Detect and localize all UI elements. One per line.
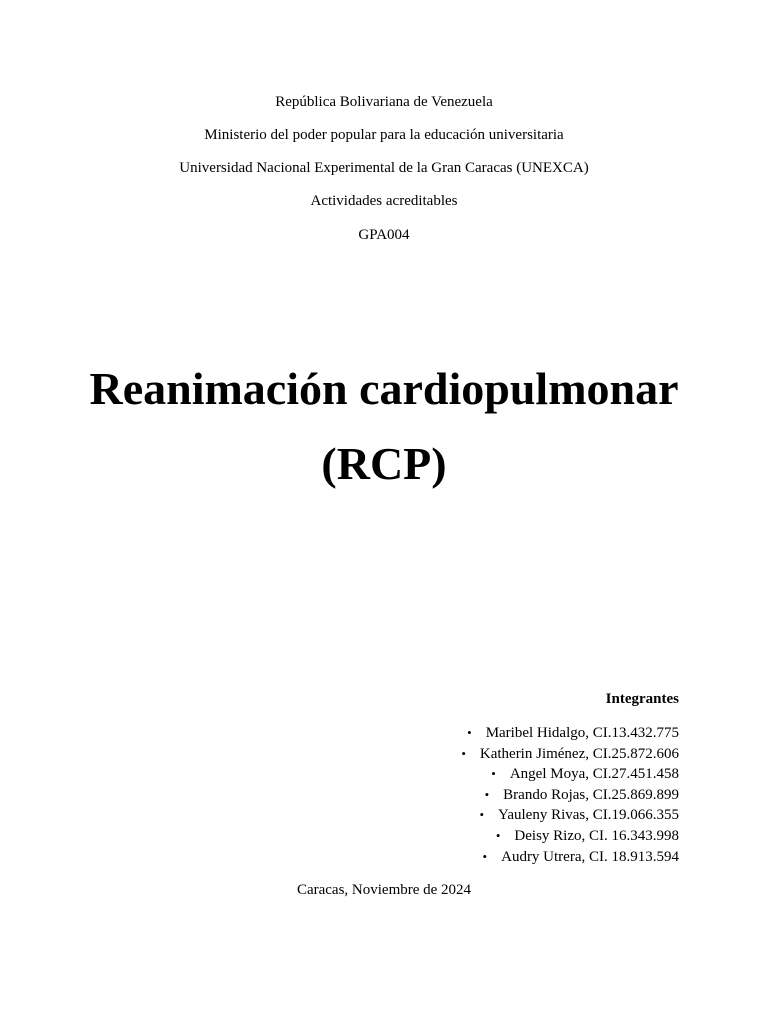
bullet-icon: • — [479, 807, 485, 823]
document-title: Reanimación cardiopulmonar — [89, 363, 679, 414]
member-name: Maribel Hidalgo, CI.13.432.775 — [485, 725, 679, 741]
list-item — [461, 847, 679, 868]
list-item — [461, 723, 679, 744]
member-name: Brando Rojas, CI.25.869.899 — [503, 786, 679, 803]
member-name: Angel Moya, CI.27.451.458 — [509, 766, 679, 783]
header-republic: República Bolivariana de Venezuela — [275, 94, 493, 110]
bullet-icon: • — [495, 827, 501, 843]
member-name: Audry Utrera, CI. 18.913.594 — [501, 848, 679, 865]
list-item — [461, 764, 679, 785]
header-activity: Actividades acreditables — [310, 193, 458, 209]
member-name: Katherin Jiménez, CI.25.872.606 — [479, 745, 679, 762]
list-item — [461, 785, 679, 806]
bullet-icon: • — [461, 745, 466, 761]
bullet-icon: • — [482, 848, 488, 864]
member-name: Yauleny Rivas, CI.19.066.355 — [498, 807, 679, 824]
list-item — [461, 826, 679, 847]
header-ministry: Ministerio del poder popular para la educación universitaria — [204, 127, 564, 143]
header-university: Universidad Nacional Experimental de la Gran Caracas (UNEXCA) — [179, 160, 589, 176]
list-item — [461, 805, 679, 826]
header-code: GPA004 — [358, 227, 410, 243]
document-title-abbreviation: (RCP) — [321, 438, 447, 489]
bullet-icon: • — [467, 725, 472, 740]
member-name: Deisy Rizo, CI. 16.343.998 — [514, 827, 679, 844]
bullet-icon: • — [491, 766, 496, 782]
bullet-icon: • — [484, 786, 490, 802]
place-date: Caracas, Noviembre de 2024 — [296, 882, 472, 898]
members-list — [461, 723, 679, 867]
list-item — [461, 744, 679, 765]
members-heading: Integrantes — [605, 691, 679, 707]
